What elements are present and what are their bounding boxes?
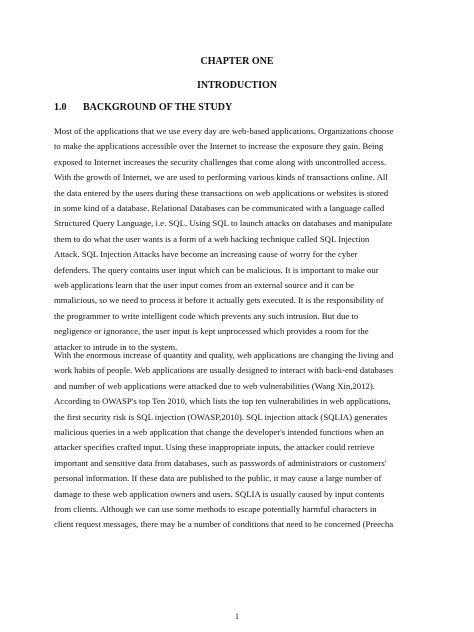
text-line: malicious queries in a web application that change the developer's intended functions when an [54, 427, 384, 438]
text-line: client request messages, there may be a number of conditions that need to be concerned (Preecha [54, 519, 394, 530]
text-line: damage to these web application owners and users. SQLIA is usually caused by input contents [54, 488, 385, 499]
text-line: the data entered by the users during these transactions on web applications or websites is stored [54, 187, 389, 198]
chapter-heading: CHAPTER ONE [200, 56, 274, 67]
text-line: in some kind of a database. Relational Databases can be communicated with a language called [54, 203, 385, 214]
text-line: personal information. If these data are published to the public, it may cause a large number of [54, 473, 382, 484]
page-number: 1 [235, 612, 239, 621]
text-line: them to do what the user wants is a form of a web hacking technique called SQL Injection [54, 233, 370, 244]
paragraph-1 [54, 124, 420, 355]
text-line: With the enormous increase of quantity and quality, web applications are changing the living and [54, 350, 394, 360]
text-line: important and sensitive data from databases, such as passwords of administrators or customers' [54, 457, 387, 468]
section-number: 1.0 [54, 102, 67, 113]
text-line: exposed to Internet increases the security challenges that come along with uncontrolled access. [54, 156, 387, 167]
text-line: With the growth of Internet, we are used to performing various kinds of transactions online. All [54, 172, 388, 183]
text-line: Attack. SQL Injection Attacks have become an increasing cause of worry for the cyber [54, 249, 358, 260]
text-line: attacker specifies crafted input. Using these inappropriate inputs, the attacker could retrieve [54, 442, 375, 453]
text-line: negligence or ignorance, the user input is kept unprocessed which provides a room for the [54, 326, 369, 337]
text-line: from clients. Although we can use some methods to escape potentially harmful characters in [54, 504, 377, 515]
text-line: web applications learn that the user input comes from an external source and it can be [54, 280, 355, 291]
text-line: the first security risk is SQL injection (OWASP,2010). SQL injection attack (SQLIA) generates [54, 411, 388, 422]
text-line: According to OWASP's top Ten 2010, which lists the top ten vulnerabilities in web applications, [54, 396, 391, 407]
section-title: BACKGROUND OF THE STUDY [83, 102, 233, 113]
text-line: defenders. The query contains user input which can be malicious. It is important to make our [54, 264, 379, 275]
text-line: and number of web applications were attacked due to web vulnerabilities (Wang Xin,2012). [54, 380, 375, 391]
text-line: Most of the applications that we use every day are web-based applications. Organizations choose [54, 126, 394, 136]
paragraph-2 [54, 348, 420, 533]
text-line: the programmer to write intelligent code which prevents any such intrusion. But due to [54, 310, 359, 321]
text-line: attacker to intrude in to the system. [54, 341, 178, 352]
text-line: Structured Query Language, i.e. SQL. Using SQL to launch attacks on databases and manipulate [54, 218, 393, 229]
text-line: work habits of people. Web applications are usually designed to interact with back-end databases [54, 365, 394, 376]
chapter-title: INTRODUCTION [196, 80, 277, 91]
text-line: to make the applications accessible over the Internet to increase the exposure they gain. Being [54, 141, 384, 152]
section-heading [54, 102, 232, 113]
text-line: mmalicious, so we need to process it before it actually gets executed. It is the responsibility of [54, 295, 384, 306]
